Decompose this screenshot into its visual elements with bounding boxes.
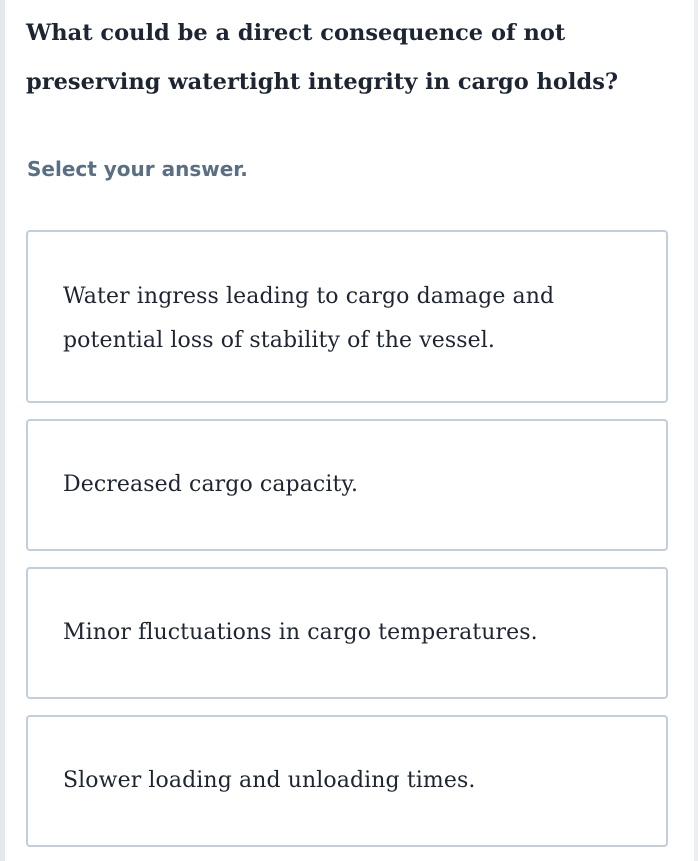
answer-option-4[interactable] <box>26 715 668 847</box>
answer-option-label: Minor fluctuations in cargo temperatures. <box>63 620 538 645</box>
answer-option-label: Decreased cargo capacity. <box>63 472 359 497</box>
answer-option-2[interactable] <box>26 419 668 551</box>
answer-option-3[interactable] <box>26 567 668 699</box>
instruction-text: Select your answer. <box>27 157 248 181</box>
scrollbar-track[interactable] <box>694 0 698 861</box>
answer-option-label: Water ingress leading to cargo damage and potential loss of stability of the vessel. <box>63 284 555 353</box>
left-edge-divider <box>0 0 5 861</box>
question-text: What could be a direct consequence of not preserving watertight integrity in cargo holds? <box>26 20 619 95</box>
answer-option-label: Slower loading and unloading times. <box>63 768 476 793</box>
answer-option-1[interactable] <box>26 230 668 403</box>
